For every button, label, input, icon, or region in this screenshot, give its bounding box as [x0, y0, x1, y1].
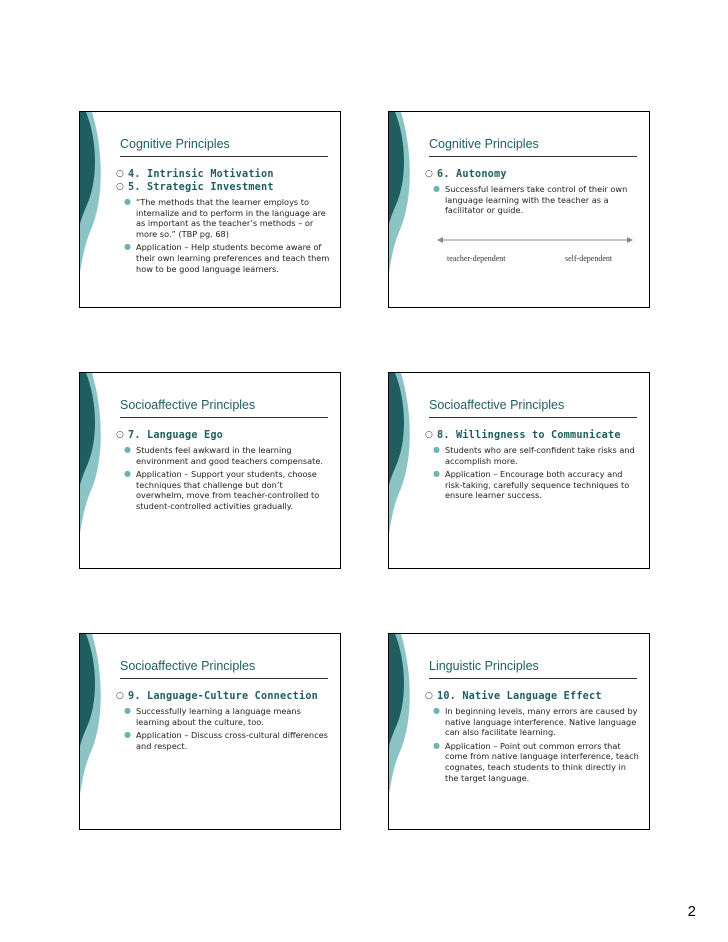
sub-point-text: Successful learners take control of their own language learning with the teacher as a facilitator or guide.: [445, 184, 628, 216]
point-heading: [425, 690, 639, 703]
slide-4: [388, 372, 650, 569]
sub-point-text: In beginning levels, many errors are caused by native language interference. Native language can also facilitate learning.: [445, 706, 638, 738]
title-rule: [429, 417, 637, 418]
dot-bullet-icon: ●: [124, 197, 131, 206]
point-heading-text: 7. Language Ego: [128, 430, 224, 441]
dot-bullet-icon: ●: [124, 445, 131, 454]
point-heading-text: 9. Language-Culture Connection: [128, 691, 319, 702]
sub-point-text: Successfully learning a language means learning about the culture, too.: [136, 706, 301, 727]
sub-point-text: Application – Point out common errors that come from native language interference, teach cognates, teach students to think directly in the target language.: [445, 740, 639, 783]
axis-label-right: self-dependent: [565, 254, 613, 263]
slide-1: [79, 111, 341, 308]
dot-bullet-icon: ●: [124, 706, 131, 715]
dot-bullet-icon: ●: [433, 740, 440, 750]
point-heading: [425, 168, 639, 181]
ring-bullet-icon: ○: [425, 691, 434, 701]
point-heading: [116, 168, 330, 181]
sub-point: [425, 706, 639, 738]
dot-bullet-icon: ●: [433, 706, 440, 715]
slide-title: Socioaffective Principles: [120, 398, 256, 412]
title-rule: [429, 678, 637, 679]
point-heading-text: 10. Native Language Effect: [437, 691, 602, 702]
dot-bullet-icon: ●: [124, 242, 131, 252]
double-arrow-icon: [437, 236, 633, 244]
point-heading: [116, 181, 330, 194]
slide-body: [116, 690, 330, 751]
point-heading: [116, 429, 330, 442]
sub-point: [425, 445, 639, 466]
title-rule: [120, 417, 328, 418]
sub-point: [425, 184, 639, 216]
slide-body: [116, 429, 330, 512]
ring-bullet-icon: ○: [116, 182, 125, 192]
slide-body: [425, 690, 639, 783]
sub-point: [425, 741, 639, 783]
dot-bullet-icon: ●: [124, 730, 131, 740]
sub-point-text: Application – Discuss cross-cultural differences and respect.: [136, 730, 328, 751]
sub-point: [116, 242, 330, 274]
ring-bullet-icon: ○: [425, 169, 434, 179]
point-heading: [425, 429, 639, 442]
dot-bullet-icon: ●: [433, 184, 440, 193]
sub-point-text: Students who are self-confident take risks and accomplish more.: [445, 445, 635, 466]
point-heading-text: 4. Intrinsic Motivation: [128, 169, 274, 180]
slide-decoration: [389, 373, 413, 568]
dot-bullet-icon: ●: [433, 445, 440, 454]
sub-point: [116, 445, 330, 466]
slide-title: Cognitive Principles: [429, 137, 539, 151]
axis-label-left: teacher-dependent: [447, 254, 506, 263]
slide-decoration: [389, 634, 413, 829]
ring-bullet-icon: ○: [116, 169, 125, 179]
slide-decoration: [80, 112, 104, 307]
sub-point-text: Application – Help students become aware of their own learning preferences and teach them how to be good language learners.: [136, 242, 330, 274]
sub-point: [116, 469, 330, 511]
dot-bullet-icon: ●: [124, 469, 131, 479]
sub-point: [425, 469, 639, 501]
point-heading: [116, 690, 330, 703]
slide-5: [79, 633, 341, 830]
slide-title: Linguistic Principles: [429, 659, 539, 673]
slide-body: [116, 168, 330, 274]
point-heading-text: 6. Autonomy: [437, 169, 507, 180]
sub-point-text: Students feel awkward in the learning environment and good teachers compensate.: [136, 445, 324, 466]
slide-title: Socioaffective Principles: [120, 659, 256, 673]
sub-point-text: “The methods that the learner employs to internalize and to perform in the language are as important as the teacher’s methods – or more so.” (TBP pg. 68): [136, 197, 326, 239]
slide-3: [79, 372, 341, 569]
dot-bullet-icon: ●: [433, 469, 440, 479]
ring-bullet-icon: ○: [116, 430, 125, 440]
ring-bullet-icon: ○: [116, 691, 125, 701]
sub-point: [116, 706, 330, 727]
slide-body: [425, 429, 639, 501]
slide-2: [388, 111, 650, 308]
title-rule: [120, 678, 328, 679]
slide-body: [425, 168, 639, 216]
slide-decoration: [80, 634, 104, 829]
title-rule: [120, 156, 328, 157]
point-heading-text: 5. Strategic Investment: [128, 182, 274, 193]
page-number: 2: [687, 903, 696, 920]
slide-6: [388, 633, 650, 830]
sub-point-text: Application – Support your students, choose techniques that challenge but don’t overwhelm, move from teacher-controlled to student-controlled activities gradually.: [136, 469, 320, 511]
sub-point-text: Application – Encourage both accuracy and risk-taking, carefully sequence techniques to ensure learner success.: [445, 469, 630, 501]
title-rule: [429, 156, 637, 157]
slide-decoration: [80, 373, 104, 568]
slide-decoration: [389, 112, 413, 307]
ring-bullet-icon: ○: [425, 430, 434, 440]
sub-point: [116, 197, 330, 239]
slide-title: Socioaffective Principles: [429, 398, 565, 412]
point-heading-text: 8. Willingness to Communicate: [437, 430, 621, 441]
sub-point: [116, 730, 330, 751]
slide-title: Cognitive Principles: [120, 137, 230, 151]
